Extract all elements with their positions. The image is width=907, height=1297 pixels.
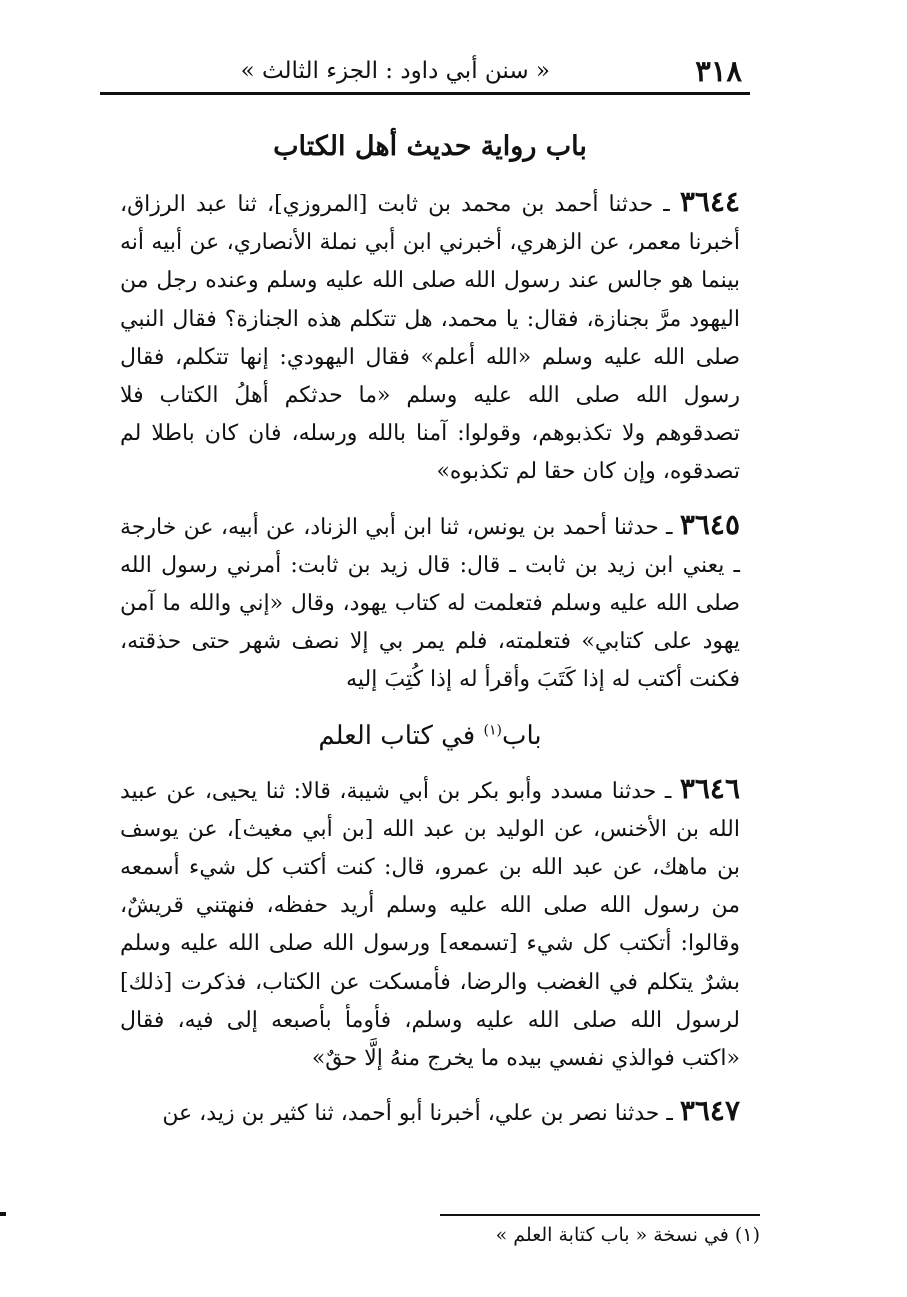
hadith-number: ٣٦٤٧ — [679, 1094, 740, 1128]
hadith-paragraph — [120, 506, 740, 700]
page-header — [100, 50, 750, 90]
page-number: ٣١٨ — [695, 54, 742, 88]
hadith-text: ـ حدثنا أحمد بن يونس، ثنا ابن أبي الزناد، عن أبيه، عن خارجة ـ يعني ابن زيد بن ثابت ـ قال: قال زيد بن ثابت: أمرني رسول الله صلى الله عليه وسلم فتعلمت له كتاب يهود، وقال «إني والله ما آمن يهود على كتابي» فتعلمته، فلم يمر بي إلا نصف شهر حتى حذقته، فكنت أكتب له إذا كَتَبَ وأقرأ له إذا كُتِبَ إليه — [120, 514, 740, 693]
hadith-number: ٣٦٤٥ — [679, 507, 740, 541]
footnote-rule — [440, 1214, 760, 1216]
hadith-number: ٣٦٤٦ — [679, 771, 740, 805]
page-body — [120, 115, 740, 1147]
hadith-number: ٣٦٤٤ — [679, 185, 741, 218]
footnote-reference: (١) — [483, 721, 502, 738]
footnote: (١) في نسخة « باب كتابة العلم » — [495, 1224, 760, 1246]
hadith-paragraph — [120, 183, 740, 492]
header-rule — [100, 92, 750, 95]
hadith-text: ـ حدثنا نصر بن علي، أخبرنا أبو أحمد، ثنا كثير بن زيد، عن — [162, 1101, 673, 1127]
hadith-paragraph — [120, 770, 740, 1079]
hadith-paragraph — [120, 1092, 740, 1133]
chapter-heading-end: في كتاب العلم — [318, 720, 484, 751]
hadith-text: ـ حدثنا مسدد وأبو بكر بن أبي شيبة، قالا: ثنا يحيى، عن عبيد الله بن الأخنس، عن الوليد بن عبد الله [بن أبي مغيث]، عن يوسف بن ماهك، عن عبد الله بن عمرو، قال: كنت أكتب كل شيء أسمعه من رسول الله صلى الله عليه وسلم أريد حفظه، فنهتني قريشٌ، وقالوا: أتكتب كل شيء [تسمعه] ورسول الله صلى الله عليه وسلم بشرٌ يتكلم في الغضب والرضا، فأمسكت عن الكتاب، فذكرت [ذلك] لرسول الله صلى الله عليه وسلم، فأومأ بأصبعه إلى فيه، فقال «اكتب فوالذي نفسي بيده ما يخرج منهُ إلَّا حقٌ» — [120, 778, 740, 1072]
chapter-heading: باب رواية حديث أهل الكتاب — [273, 131, 587, 162]
chapter-heading-start: باب — [501, 720, 542, 751]
hadith-text: ـ حدثنا أحمد بن محمد بن ثابت [المروزي]، ثنا عبد الرزاق، أخبرنا معمر، عن الزهري، أخبرني ابن أبي نملة الأنصاري، عن أبيه أنه بينما هو جالس عند رسول الله صلى الله عليه وسلم وعنده رجل من اليهود مرَّ بجنازة، فقال: يا محمد، هل تتكلم هذه الجنازة؟ فقال النبي صلى الله عليه وسلم «الله أعلم» فقال اليهودي: إنها تتكلم، فقال رسول الله صلى الله عليه وسلم «ما حدثكم أهلُ الكتاب فلا تصدقوهم ولا تكذبوهم، وقولوا: آمنا بالله ورسله، فان كان باطلا لم تصدقوه، وإن كان حقا لم تكذبوه» — [120, 192, 741, 485]
running-title: « سنن أبي داود : الجزء الثالث » — [240, 58, 550, 84]
chapter-heading — [120, 714, 740, 758]
scan-edge-mark — [0, 1212, 6, 1216]
